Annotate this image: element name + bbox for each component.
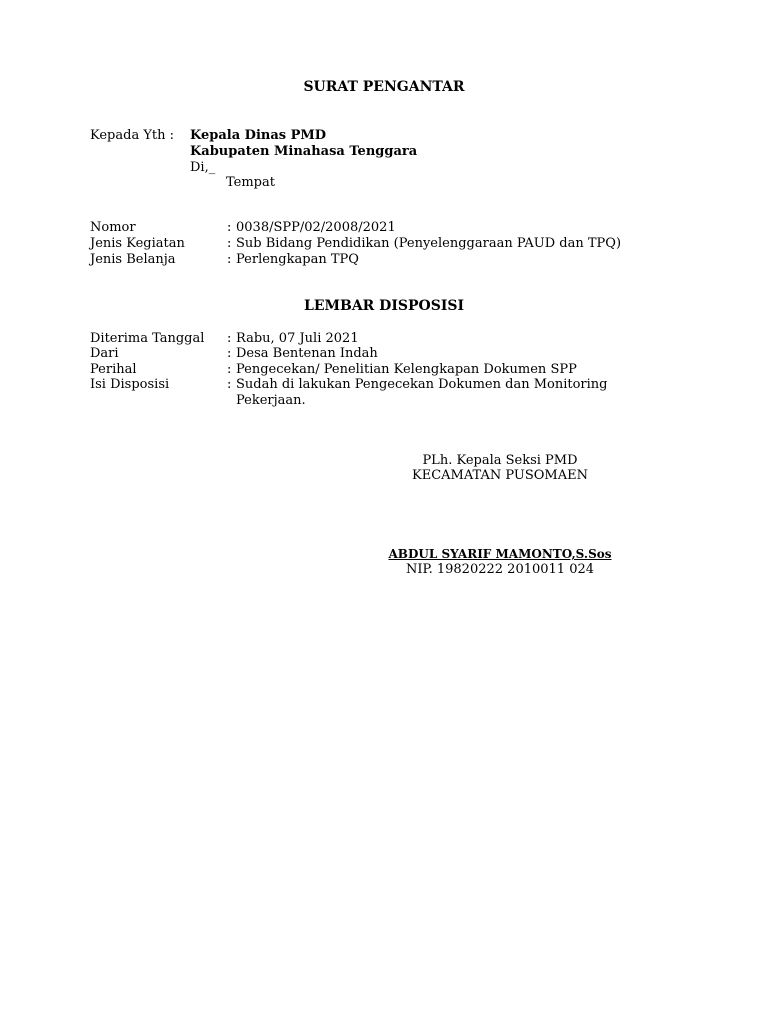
detail-colon: : xyxy=(227,252,232,267)
signature-position-line-1: PLh. Kepala Seksi PMD xyxy=(422,453,578,468)
detail-value: 0038/SPP/02/2008/2021 xyxy=(236,220,396,235)
detail-colon: : xyxy=(227,236,232,251)
disposition-label: Perihal xyxy=(90,362,137,377)
disposition-value: Sudah di lakukan Pengecekan Dokumen dan Monitoring xyxy=(236,377,608,392)
recipient-line-1: Kepala Dinas PMD xyxy=(190,128,327,143)
document-title: SURAT PENGANTAR xyxy=(303,79,465,95)
disposition-continuation: Pekerjaan. xyxy=(236,393,306,408)
signatory-name: ABDUL SYARIF MAMONTO,S.Sos xyxy=(388,547,612,561)
disposition-colon: : xyxy=(227,331,232,346)
disposition-colon: : xyxy=(227,346,232,361)
detail-value: Sub Bidang Pendidikan (Penyelenggaraan PAUD dan TPQ) xyxy=(236,236,622,251)
detail-colon: : xyxy=(227,220,232,235)
recipient-line-2: Kabupaten Minahasa Tenggara xyxy=(190,144,418,159)
detail-label: Nomor xyxy=(90,220,136,235)
detail-label: Jenis Kegiatan xyxy=(90,236,185,251)
disposition-value: Rabu, 07 Juli 2021 xyxy=(236,331,359,346)
disposition-title: LEMBAR DISPOSISI xyxy=(303,298,465,314)
disposition-value: Desa Bentenan Indah xyxy=(236,346,378,361)
signature-position-line-2: KECAMATAN PUSOMAEN xyxy=(412,468,588,483)
recipient-line-3: Di,_ xyxy=(190,160,216,175)
disposition-label: Diterima Tanggal xyxy=(90,331,205,346)
signatory-nip: NIP. 19820222 2010011 024 xyxy=(405,562,595,577)
disposition-label: Dari xyxy=(90,346,119,361)
disposition-colon: : xyxy=(227,377,232,392)
recipient-line-4: Tempat xyxy=(226,175,275,190)
disposition-value: Pengecekan/ Penelitian Kelengkapan Dokumen SPP xyxy=(236,362,577,377)
disposition-label: Isi Disposisi xyxy=(90,377,170,392)
recipient-label: Kepada Yth : xyxy=(90,128,175,143)
disposition-colon: : xyxy=(227,362,232,377)
detail-label: Jenis Belanja xyxy=(90,252,176,267)
detail-value: Perlengkapan TPQ xyxy=(236,252,359,267)
